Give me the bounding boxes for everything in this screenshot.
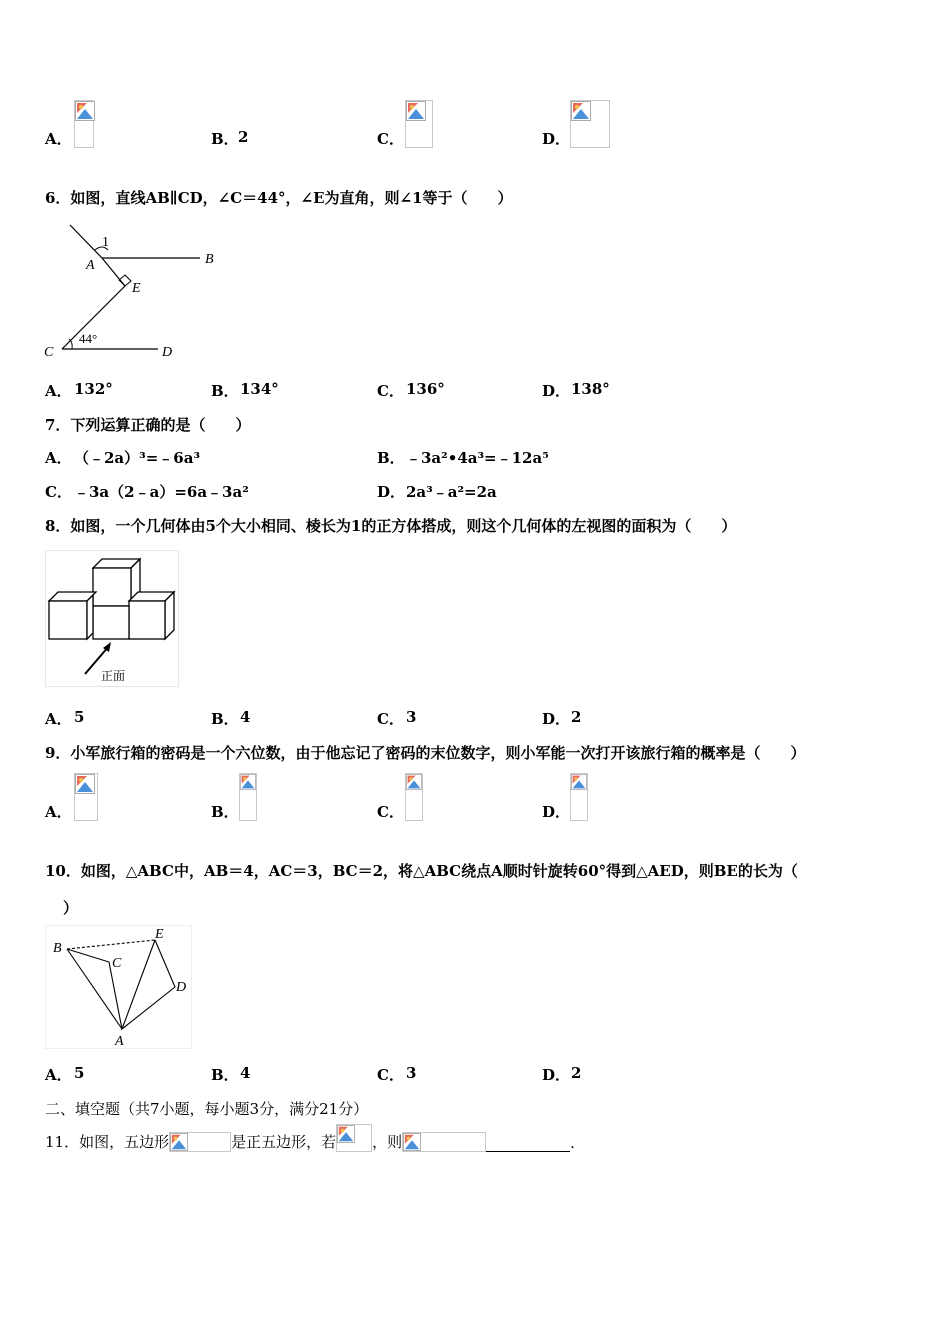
- q11-text-end: .: [570, 1134, 575, 1152]
- q11-image-2: [336, 1124, 372, 1152]
- q6-option-b-letter: B．: [211, 382, 239, 400]
- q6-option-d-text: 138°: [571, 380, 610, 398]
- q10-option-d-text: 2: [571, 1064, 582, 1082]
- q10-label-e: E: [155, 927, 164, 942]
- q8-option-c-text: 3: [406, 708, 417, 726]
- broken-image-icon: [337, 1125, 355, 1143]
- q5-option-a-letter: A．: [45, 130, 72, 148]
- q8-option-a-text: 5: [74, 708, 85, 726]
- q8-stem: 8．如图，一个几何体由5个大小相同、棱长为1的正方体搭成，则这个几何体的左视图的面积为（ ）: [45, 517, 737, 535]
- q6-label-a: A: [86, 258, 95, 273]
- q11-line: [45, 1130, 575, 1152]
- q9-option-d-letter: D．: [542, 803, 571, 821]
- q11-answer-blank[interactable]: [486, 1137, 570, 1152]
- q7-option-c-text: ﹣3a（2﹣a）=6a﹣3a²: [74, 483, 249, 501]
- q11-text-part2: 是正五边形，若: [231, 1133, 337, 1151]
- q11-image-3: [402, 1132, 486, 1152]
- q9-option-c-letter: C．: [377, 803, 404, 821]
- section2-title: 二、填空题（共7小题，每小题3分，满分21分）: [45, 1100, 369, 1118]
- q8-option-d-text: 2: [571, 708, 582, 726]
- q10-label-a: A: [115, 1034, 124, 1049]
- broken-image-icon: [240, 774, 256, 790]
- q7-option-b-text: ﹣3a²•4a³=﹣12a⁵: [406, 449, 549, 467]
- q9-option-d-image: [570, 773, 588, 821]
- q10-option-a-text: 5: [74, 1064, 85, 1082]
- broken-image-icon: [571, 101, 591, 121]
- q5-option-b-letter: B．: [211, 130, 239, 148]
- q8-option-b-text: 4: [240, 708, 251, 726]
- broken-image-icon: [170, 1133, 188, 1151]
- q8-front-label: 正面: [101, 669, 126, 683]
- q9-option-a-letter: A．: [45, 803, 72, 821]
- q6-figure: [40, 222, 230, 367]
- q8-option-a-letter: A．: [45, 710, 72, 728]
- q5-option-d-image: [570, 100, 610, 148]
- q6-option-c-text: 136°: [406, 380, 445, 398]
- q6-option-c-letter: C．: [377, 382, 404, 400]
- q9-stem: 9．小军旅行箱的密码是一个六位数，由于他忘记了密码的末位数字，则小军能一次打开该旅行箱的概率是（ ）: [45, 744, 806, 762]
- broken-image-icon: [403, 1133, 421, 1151]
- q6-stem: 6．如图，直线AB∥CD，∠C＝44°，∠E为直角，则∠1等于（ ）: [45, 189, 513, 207]
- q5-option-c-letter: C．: [377, 130, 404, 148]
- q6-label-e: E: [132, 281, 141, 296]
- q8-option-c-letter: C．: [377, 710, 404, 728]
- q7-option-c-letter: C．: [45, 483, 72, 501]
- q10-stem-line2: ）: [63, 899, 79, 917]
- q8-option-b-letter: B．: [211, 710, 239, 728]
- q10-label-b: B: [53, 941, 62, 956]
- q10-option-b-letter: B．: [211, 1066, 239, 1084]
- q6-label-b: B: [205, 252, 214, 267]
- q10-label-d: D: [176, 980, 187, 995]
- q6-label-d: D: [162, 345, 173, 360]
- broken-image-icon: [406, 774, 422, 790]
- q9-option-b-letter: B．: [211, 803, 239, 821]
- q7-option-d-text: 2a³﹣a²=2a: [406, 483, 497, 501]
- q8-figure: [45, 550, 180, 688]
- broken-image-icon: [75, 101, 95, 121]
- q6-option-a-text: 132°: [74, 380, 113, 398]
- q10-option-d-letter: D．: [542, 1066, 571, 1084]
- broken-image-icon: [406, 101, 426, 121]
- q6-label-angle: 44°: [79, 331, 98, 346]
- q6-option-b-text: 134°: [240, 380, 279, 398]
- broken-image-icon: [75, 774, 95, 794]
- q10-option-c-letter: C．: [377, 1066, 404, 1084]
- q6-label-c: C: [44, 345, 54, 360]
- q10-option-a-letter: A．: [45, 1066, 72, 1084]
- q9-option-a-image: [74, 773, 98, 821]
- q7-stem: 7．下列运算正确的是（ ）: [45, 416, 251, 434]
- q8-option-d-letter: D．: [542, 710, 571, 728]
- q10-option-c-text: 3: [406, 1064, 417, 1082]
- q6-option-a-letter: A．: [45, 382, 72, 400]
- q6-option-d-letter: D．: [542, 382, 571, 400]
- q5-option-b-text: 2: [238, 128, 249, 146]
- broken-image-icon: [571, 774, 587, 790]
- q10-option-b-text: 4: [240, 1064, 251, 1082]
- q10-figure: [45, 925, 193, 1050]
- q9-option-b-image: [239, 773, 257, 821]
- q7-option-a-text: （﹣2a）³=﹣6a³: [74, 449, 201, 467]
- q5-option-d-letter: D．: [542, 130, 571, 148]
- q6-label-1: 1: [102, 235, 109, 250]
- q9-option-c-image: [405, 773, 423, 821]
- q10-label-c: C: [112, 956, 122, 971]
- q7-option-b-letter: B．: [377, 449, 405, 467]
- q11-text-part3: ，则: [372, 1133, 403, 1151]
- q11-image-1: [169, 1132, 231, 1152]
- q5-option-a-image: [74, 100, 94, 148]
- q11-text-part1: 11．如图，五边形: [45, 1133, 170, 1151]
- q7-option-d-letter: D．: [377, 483, 406, 501]
- q7-option-a-letter: A．: [45, 449, 72, 467]
- q5-option-c-image: [405, 100, 433, 148]
- q10-stem-line1: 10．如图，△ABC中，AB＝4，AC＝3，BC＝2，将△ABC绕点A顺时针旋转60°得到△AED，则BE的长为（: [45, 862, 798, 880]
